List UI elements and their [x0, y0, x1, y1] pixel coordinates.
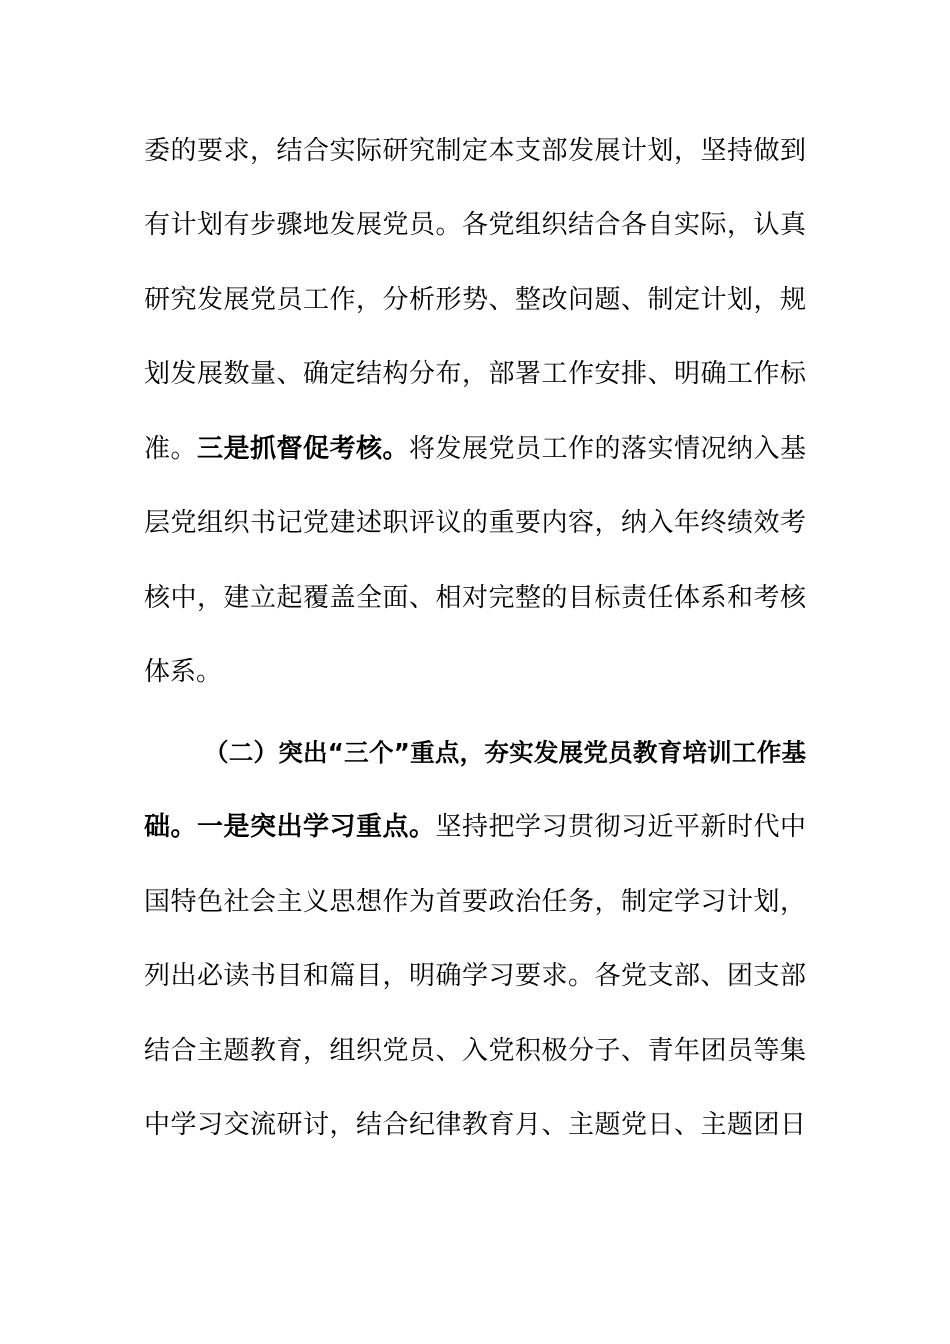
text-line [144, 1105, 806, 1145]
text-segment: 体系。 [144, 657, 223, 687]
text-segment: 层党组织书记党建述职评议的重要内容，纳入年终绩效考 [144, 508, 806, 538]
text-segment: 核中，建立起覆盖全面、相对完整的目标责任体系和考核 [144, 583, 806, 613]
section-heading: （二）突出“三个”重点，夯实发展党员教育培训工作基 [204, 738, 806, 767]
text-line [144, 503, 806, 543]
text-segment: 准。 [144, 434, 197, 464]
text-segment: 研究发展党员工作，分析形势、整改问题、制定计划，规 [144, 285, 806, 315]
text-segment: 中学习交流研讨，结合纪律教育月、主题党日、主题团日 [144, 1110, 806, 1140]
text-segment: 结合主题教育，组织党员、入党积极分子、青年团员等集 [144, 1036, 806, 1066]
bold-heading-segment: 三是抓督促考核。 [197, 434, 409, 464]
text-segment: 列出必读书目和篇目，明确学习要求。各党支部、团支部 [144, 961, 806, 991]
text-segment: 有计划有步骤地发展党员。各党组织结合各自实际，认真 [144, 210, 806, 240]
text-line [144, 429, 806, 469]
text-line [144, 205, 806, 245]
text-line [144, 807, 806, 847]
text-line [144, 131, 806, 171]
text-line [144, 882, 806, 922]
text-segment: 将发展党员工作的落实情况纳入基 [409, 434, 806, 464]
section-heading-line [204, 733, 806, 773]
bold-heading-segment: 础。一是突出学习重点。 [144, 812, 436, 842]
text-segment: 划发展数量、确定结构分布，部署工作安排、明确工作标 [144, 359, 806, 389]
text-line [144, 280, 806, 320]
text-line [144, 354, 806, 394]
text-segment: 国特色社会主义思想作为首要政治任务，制定学习计划， [144, 887, 806, 917]
text-segment: 委的要求，结合实际研究制定本支部发展计划，坚持做到 [144, 136, 806, 166]
text-line [144, 652, 806, 692]
text-line [144, 956, 806, 996]
text-line [144, 1031, 806, 1071]
text-line [144, 578, 806, 618]
text-segment: 坚持把学习贯彻习近平新时代中 [435, 812, 806, 842]
